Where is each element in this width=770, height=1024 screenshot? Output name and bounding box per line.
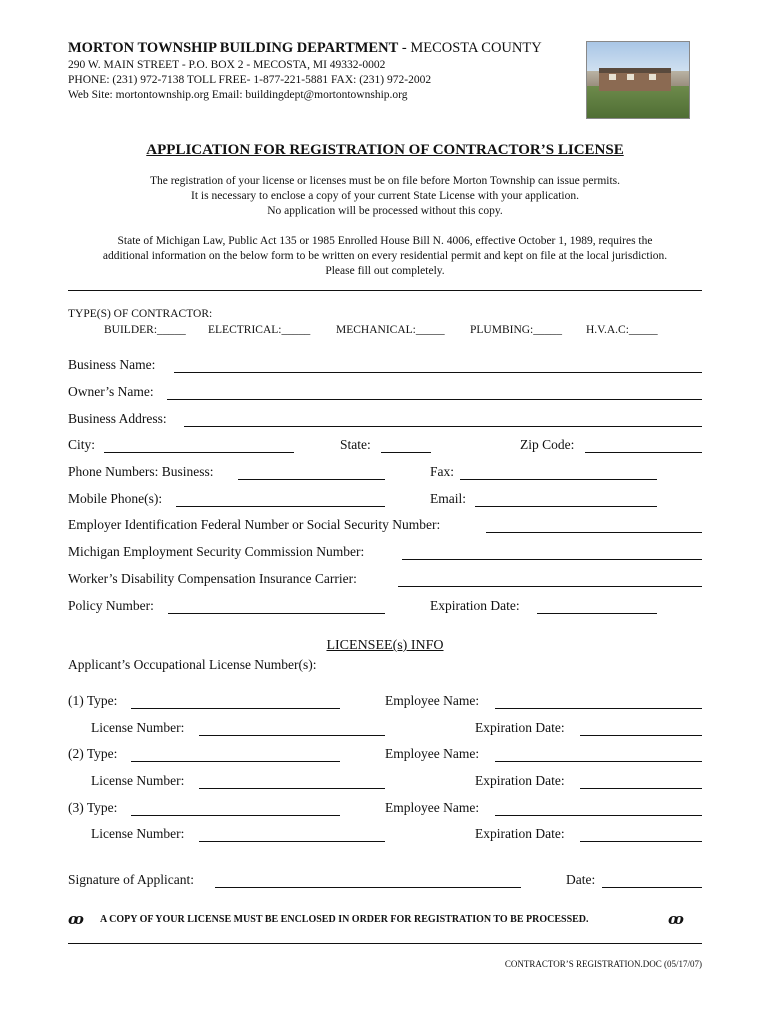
license-3-expiration-field[interactable]	[580, 841, 702, 842]
signature-date-field[interactable]	[602, 887, 702, 888]
business-name-label: Business Name:	[68, 357, 156, 372]
license-2-type-field[interactable]	[131, 761, 340, 762]
mesc-label: Michigan Employment Security Commission Number:	[68, 544, 365, 559]
ein-label: Employer Identification Federal Number or Social Security Number:	[68, 517, 441, 532]
insurance-carrier-field[interactable]	[398, 586, 702, 587]
township-building-photo	[586, 41, 690, 119]
signature-field[interactable]	[215, 887, 521, 888]
license-3-type-label: (3) Type:	[68, 800, 118, 815]
insurance-carrier-label: Worker’s Disability Compensation Insurance Carrier:	[68, 571, 357, 586]
left-dingbat-icon: ꝏ	[68, 912, 84, 928]
license-3-expiration-label: Expiration Date:	[475, 826, 565, 841]
footer-divider	[68, 943, 702, 944]
license-1-type-label: (1) Type:	[68, 693, 118, 708]
electrical-checkbox[interactable]: ELECTRICAL:_____	[208, 324, 311, 336]
license-numbers-heading: Applicant’s Occupational License Number(s):	[68, 657, 317, 672]
mesc-field[interactable]	[402, 559, 702, 560]
state-field[interactable]	[381, 452, 431, 453]
ein-field[interactable]	[486, 532, 702, 533]
license-2-type-label: (2) Type:	[68, 746, 118, 761]
county-name: - MECOSTA COUNTY	[398, 40, 542, 56]
builder-checkbox[interactable]: BUILDER:_____	[104, 324, 186, 336]
business-name-field[interactable]	[174, 372, 702, 373]
right-dingbat-icon: ꝏ	[668, 912, 684, 928]
city-field[interactable]	[104, 452, 294, 453]
business-phone-field[interactable]	[238, 479, 385, 480]
intro-line: No application will be processed without this copy.	[267, 205, 503, 217]
document-footer: CONTRACTOR’S REGISTRATION.DOC (05/17/07)	[504, 959, 702, 969]
license-1-number-label: License Number:	[91, 720, 185, 735]
license-1-employee-field[interactable]	[495, 708, 702, 709]
hvac-checkbox[interactable]: H.V.A.C:_____	[586, 324, 658, 336]
owner-name-field[interactable]	[167, 399, 702, 400]
signature-label: Signature of Applicant:	[68, 872, 194, 887]
address-line: 290 W. MAIN STREET - P.O. BOX 2 - MECOSTA, MI 49332-0002	[68, 59, 386, 71]
license-1-expiration-label: Expiration Date:	[475, 720, 565, 735]
law-line: Please fill out completely.	[325, 265, 445, 277]
license-3-type-field[interactable]	[131, 815, 340, 816]
policy-number-field[interactable]	[168, 613, 385, 614]
license-1-expiration-field[interactable]	[580, 735, 702, 736]
window-shape	[649, 74, 656, 80]
department-name: MORTON TOWNSHIP BUILDING DEPARTMENT	[68, 40, 399, 56]
fax-label: Fax:	[430, 464, 455, 479]
signature-date-label: Date:	[566, 872, 596, 887]
state-label: State:	[340, 437, 371, 452]
mechanical-checkbox[interactable]: MECHANICAL:_____	[336, 324, 445, 336]
intro-line: It is necessary to enclose a copy of your current State License with your application.	[191, 190, 579, 202]
intro-line: The registration of your license or licenses must be on file before Morton Township can issue permits.	[149, 175, 621, 187]
application-title: APPLICATION FOR REGISTRATION OF CONTRACTOR’S LICENSE	[146, 142, 624, 158]
license-2-employee-field[interactable]	[495, 761, 702, 762]
policy-expiration-label: Expiration Date:	[430, 598, 520, 613]
policy-expiration-field[interactable]	[537, 613, 657, 614]
owner-name-label: Owner’s Name:	[68, 384, 154, 399]
license-1-number-field[interactable]	[199, 735, 385, 736]
contractor-types-heading: TYPE(S) OF CONTRACTOR:	[68, 308, 213, 320]
email-field[interactable]	[475, 506, 657, 507]
department-heading	[68, 40, 542, 57]
license-1-type-field[interactable]	[131, 708, 340, 709]
email-label: Email:	[430, 491, 466, 506]
window-shape	[627, 74, 634, 80]
license-1-employee-label: Employee Name:	[385, 693, 480, 708]
city-label: City:	[68, 437, 96, 452]
license-2-expiration-label: Expiration Date:	[475, 773, 565, 788]
license-2-expiration-field[interactable]	[580, 788, 702, 789]
license-2-employee-label: Employee Name:	[385, 746, 480, 761]
license-3-number-label: License Number:	[91, 826, 185, 841]
license-2-number-field[interactable]	[199, 788, 385, 789]
business-address-label: Business Address:	[68, 411, 167, 426]
section-divider	[68, 290, 702, 291]
web-email-line: Web Site: mortontownship.org Email: buildingdept@mortontownship.org	[68, 89, 408, 101]
mobile-phone-label: Mobile Phone(s):	[68, 491, 163, 506]
phone-line: PHONE: (231) 972-7138 TOLL FREE- 1-877-221-5881 FAX: (231) 972-2002	[68, 74, 432, 86]
zip-label: Zip Code:	[520, 437, 575, 452]
fax-field[interactable]	[460, 479, 657, 480]
plumbing-checkbox[interactable]: PLUMBING:_____	[470, 324, 563, 336]
licensee-info-title: LICENSEE(s) INFO	[326, 638, 444, 653]
window-shape	[609, 74, 616, 80]
mobile-phone-field[interactable]	[176, 506, 385, 507]
business-address-field[interactable]	[184, 426, 702, 427]
law-line: additional information on the below form to be written on every residential permit and kept on file at the local jurisdiction.	[102, 250, 668, 262]
license-copy-notice: A COPY OF YOUR LICENSE MUST BE ENCLOSED IN ORDER FOR REGISTRATION TO BE PROCESSED.	[100, 914, 589, 925]
policy-number-label: Policy Number:	[68, 598, 154, 613]
business-phone-label: Phone Numbers: Business:	[68, 464, 214, 479]
zip-field[interactable]	[585, 452, 702, 453]
law-line: State of Michigan Law, Public Act 135 or 1985 Enrolled House Bill N. 4006, effective October 1, 1989, requires the	[117, 235, 653, 247]
license-3-number-field[interactable]	[199, 841, 385, 842]
license-3-employee-label: Employee Name:	[385, 800, 480, 815]
license-3-employee-field[interactable]	[495, 815, 702, 816]
license-2-number-label: License Number:	[91, 773, 185, 788]
